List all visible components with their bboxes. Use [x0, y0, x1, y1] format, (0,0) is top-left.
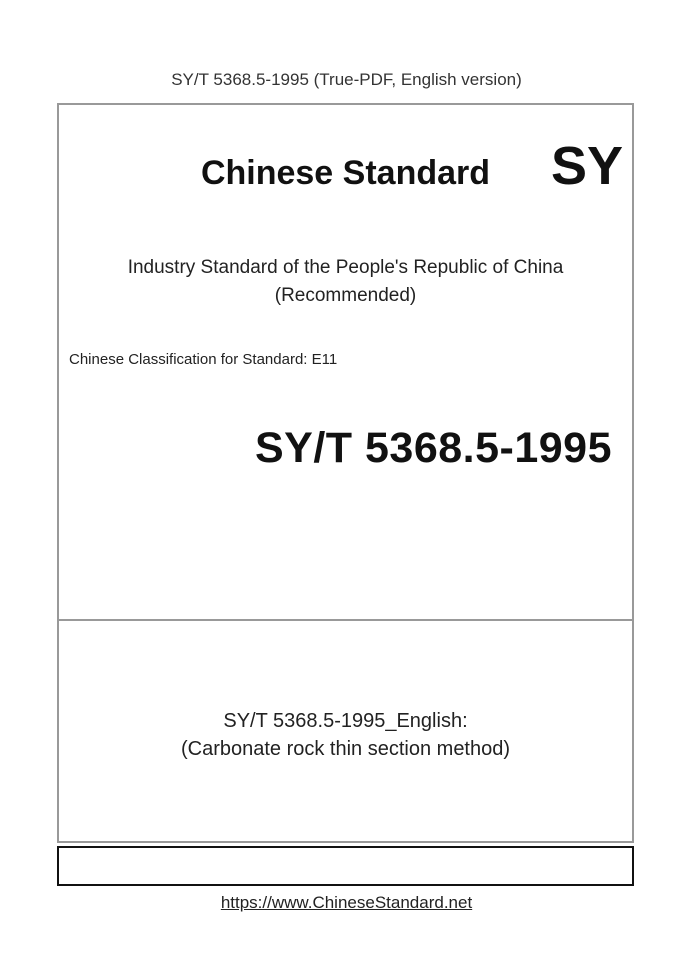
subtitle-block — [59, 254, 632, 310]
classification-line: Chinese Classification for Standard: E11 — [69, 351, 338, 368]
english-title-block — [59, 621, 632, 763]
brand-title: Chinese Standard — [200, 154, 491, 192]
standard-number: SY/T 5368.5-1995 — [254, 424, 612, 472]
document-header-label: SY/T 5368.5-1995 (True-PDF, English version) — [171, 70, 522, 89]
document-footer — [0, 891, 693, 915]
footer-link[interactable]: https://www.ChineseStandard.net — [220, 893, 473, 912]
english-title-line1: SY/T 5368.5-1995_English: — [223, 710, 468, 732]
brand-row — [59, 136, 632, 196]
cover-box — [57, 103, 634, 843]
empty-field-box — [57, 846, 634, 886]
english-title-line2: (Carbonate rock thin section method) — [180, 738, 511, 760]
recommended-line: (Recommended) — [274, 285, 417, 306]
sy-logo-text: SY — [550, 136, 623, 196]
org-line: Industry Standard of the People's Republic of China — [127, 257, 564, 278]
cover-top-section — [59, 136, 632, 621]
cover-bottom-section — [59, 621, 632, 763]
